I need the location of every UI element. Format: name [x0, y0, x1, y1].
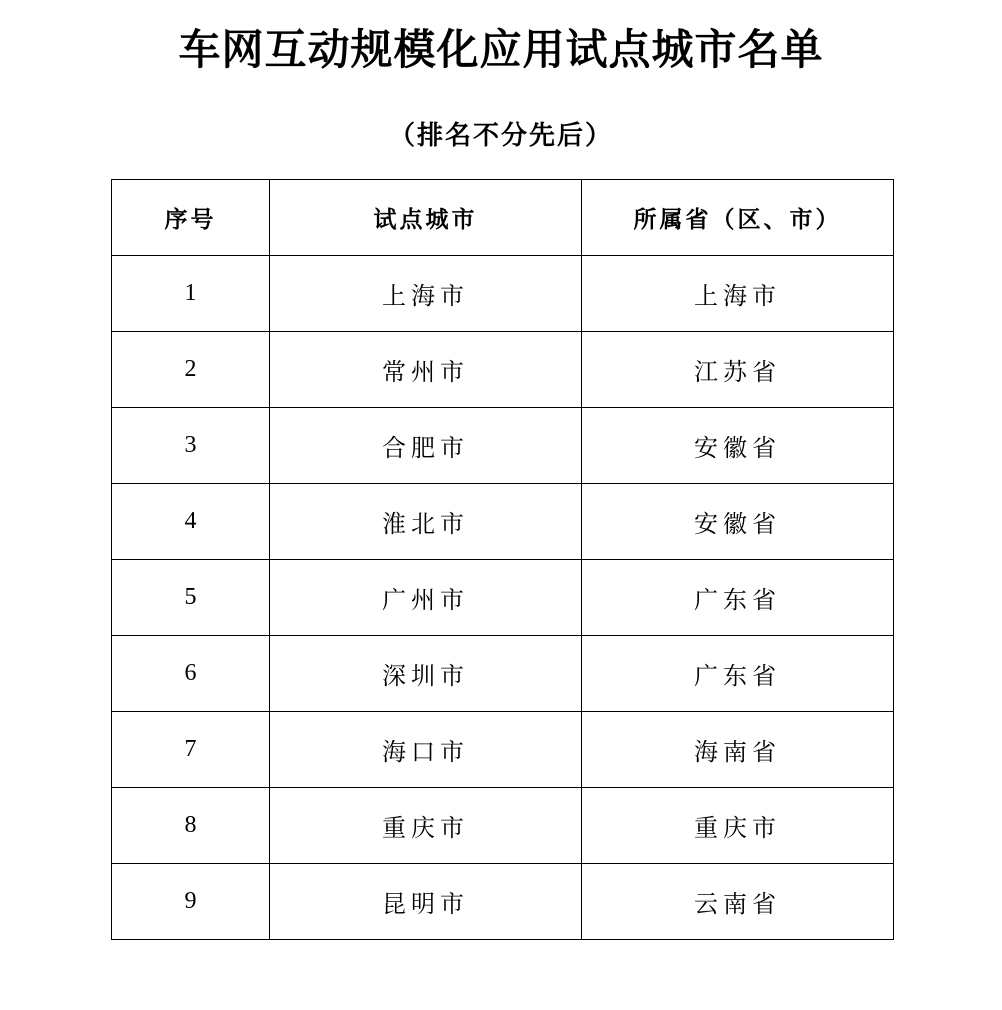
- table-header-row: [112, 180, 894, 256]
- header-serial-number: 序号: [112, 180, 270, 256]
- row-city: 深圳市: [270, 636, 582, 712]
- row-city: 常州市: [270, 332, 582, 408]
- pilot-city-table: [111, 179, 894, 940]
- row-province: 广东省: [582, 636, 894, 712]
- row-province: 海南省: [582, 712, 894, 788]
- row-number: 5: [112, 560, 270, 636]
- row-city: 上海市: [270, 256, 582, 332]
- row-number: 7: [112, 712, 270, 788]
- row-number: 3: [112, 408, 270, 484]
- table-row: [112, 788, 894, 864]
- row-province: 江苏省: [582, 332, 894, 408]
- row-number: 1: [112, 256, 270, 332]
- row-number: 4: [112, 484, 270, 560]
- row-province: 上海市: [582, 256, 894, 332]
- row-province: 安徽省: [582, 408, 894, 484]
- table-row: [112, 636, 894, 712]
- row-province: 云南省: [582, 864, 894, 940]
- table-row: [112, 332, 894, 408]
- row-city: 昆明市: [270, 864, 582, 940]
- row-province: 重庆市: [582, 788, 894, 864]
- table-row: [112, 256, 894, 332]
- row-city: 重庆市: [270, 788, 582, 864]
- document-subtitle: （排名不分先后）: [388, 121, 613, 151]
- document-title: 车网互动规模化应用试点城市名单: [178, 25, 824, 74]
- row-city: 广州市: [270, 560, 582, 636]
- row-number: 9: [112, 864, 270, 940]
- table-row: [112, 712, 894, 788]
- row-number: 6: [112, 636, 270, 712]
- table-row: [112, 484, 894, 560]
- row-province: 安徽省: [582, 484, 894, 560]
- row-city: 淮北市: [270, 484, 582, 560]
- header-pilot-city: 试点城市: [270, 180, 582, 256]
- row-city: 合肥市: [270, 408, 582, 484]
- table-row: [112, 864, 894, 940]
- table-row: [112, 560, 894, 636]
- row-number: 2: [112, 332, 270, 408]
- row-number: 8: [112, 788, 270, 864]
- header-province: 所属省（区、市）: [582, 180, 894, 256]
- table-row: [112, 408, 894, 484]
- row-province: 广东省: [582, 560, 894, 636]
- row-city: 海口市: [270, 712, 582, 788]
